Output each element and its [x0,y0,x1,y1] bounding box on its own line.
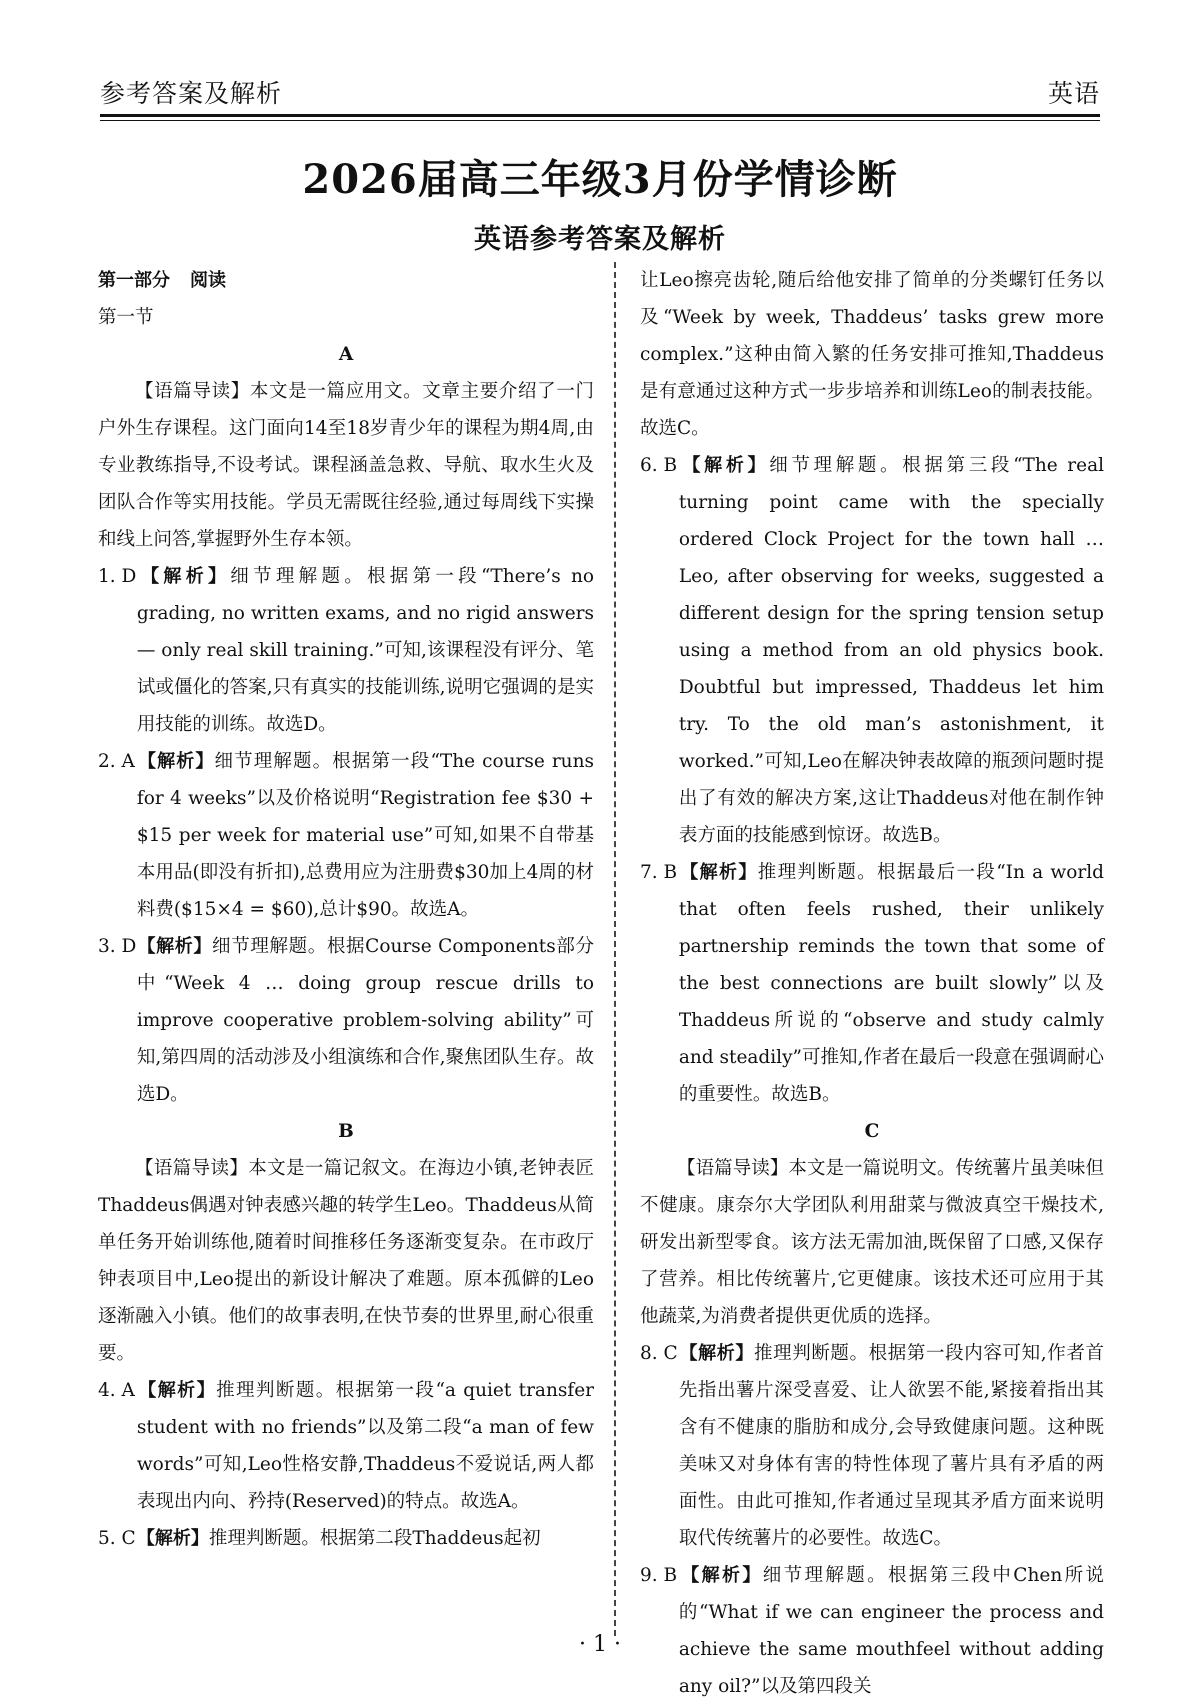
header-rule-thin [100,120,1100,121]
guide-tag: 【语篇导读】 [677,1158,789,1179]
running-header [100,70,1100,110]
page-number: · 1 · [579,1632,621,1657]
guide-tag: 【语篇导读】 [135,1158,249,1179]
analysis-tag: 【解析】 [136,1528,209,1549]
passage-guide-b [98,1150,594,1372]
passage-guide-c [640,1150,1104,1335]
analysis-tag: 【解析】 [136,751,215,772]
passage-letter-b: B [338,1121,354,1142]
header-rule-thick [100,114,1100,117]
analysis-tag: 【解析】 [678,862,758,883]
guide-tag: 【语篇导读】 [135,381,250,402]
answer-explanation: 细节理解题。根据第三段“The real turning point came with the specially ordered Clock Project for the town hall … Leo, after observing for weeks, suggested a different design for the spring tension setup using a method from an old physics book. Doubtful but impressed, Thaddeus let him try. To the old man’s astonishment, it worked.”可知,Leo在解决钟表故障的瓶颈问题时提出了有效的解决方案,这让Thaddeus对他在制作钟表方面的技能感到惊讶。故选B。 [678,455,1105,846]
column-divider [614,262,616,1636]
passage-letter-c: C [864,1121,880,1142]
answer-number: 3. D [98,936,137,957]
answer-item [98,743,594,928]
answer-item [98,1372,594,1520]
header-left-label: 参考答案及解析 [100,79,283,108]
right-column [640,262,1104,1705]
answer-number: 5. C [98,1528,136,1549]
answer-item [640,1557,1104,1705]
passage-letter-a: A [338,344,354,365]
page-title: 2026届高三年级3月份学情诊断 [302,156,898,203]
page-subtitle: 英语参考答案及解析 [474,224,726,255]
answer-explanation: 推理判断题。根据第一段内容可知,作者首先指出薯片深受喜爱、让人欲罢不能,紧接着指出其含有不健康的脂肪和成分,会导致健康问题。这种既美味又对身体有害的特性体现了薯片具有矛盾的两面性。由此可推知,作者通过呈现其矛盾方面来说明取代传统薯片的必要性。故选C。 [678,1343,1104,1549]
answer-explanation: 细节理解题。根据第一段“There’s no grading, no written exams, and no rigid answers — only real skill training.”可知,该课程没有评分、笔试或僵化的答案,只有真实的技能训练,说明它强调的是实用技能的训练。故选D。 [136,566,595,735]
answer-explanation-continued: 让Leo擦亮齿轮,随后给他安排了简单的分类螺钉任务以及“Week by week, Thaddeus’ tasks grew more complex.”这种由简入繁的任务安排可推知,Thaddeus是有意通过这种方式一步步培养和训练Leo的制表技能。故选C。 [640,270,1104,439]
guide-text: 本文是一篇应用文。文章主要介绍了一门户外生存课程。这门面向14至18岁青少年的课程为期4周,由专业教练指导,不设考试。课程涵盖急救、导航、取水生火及团队合作等实用技能。学员无需既往经验,通过每周线下实操和线上问答,掌握野外生存本领。 [98,381,594,550]
answer-number: 8. C [640,1343,678,1364]
part-heading [98,262,594,299]
guide-text: 本文是一篇记叙文。在海边小镇,老钟表匠Thaddeus偶遇对钟表感兴趣的转学生Leo。Thaddeus从简单任务开始训练他,随着时间推移任务逐渐变复杂。在市政厅钟表项目中,Leo提出的新设计解决了难题。原本孤僻的Leo逐渐融入小镇。他们的故事表明,在快节奏的世界里,耐心很重要。 [98,1158,594,1364]
answer-item [98,928,594,1113]
answer-item [640,447,1104,854]
answer-number: 6. B [640,455,678,476]
section-heading: 第一节 [98,307,154,328]
left-column [98,262,594,1557]
part-name: 阅读 [190,270,226,291]
part-label: 第一部分 [98,270,170,291]
answer-explanation: 推理判断题。根据第一段“a quiet transfer student with no friends”以及第二段“a man of few words”可知,Leo性格安静,Thaddeus不爱说话,两人都表现出内向、矜持(Reserved)的特点。故选A。 [136,1380,594,1512]
answer-number: 1. D [98,566,137,587]
analysis-tag: 【解析】 [136,936,213,957]
analysis-tag: 【解析】 [136,1380,217,1401]
answer-explanation: 推理判断题。根据最后一段“In a world that often feels rushed, their unlikely partnership reminds the town that some of the best connections are built slowly”以及Thaddeus所说的“observe and study calmly and steadily”可推知,作者在最后一段意在强调耐心的重要性。故选B。 [678,862,1104,1105]
answer-number: 4. A [98,1380,135,1401]
analysis-tag: 【解析】 [136,566,231,587]
guide-text: 本文是一篇说明文。传统薯片虽美味但不健康。康奈尔大学团队利用甜菜与微波真空干燥技术,研发出新型零食。该方法无需加油,既保留了口感,又保存了营养。相比传统薯片,它更健康。该技术还可应用于其他蔬菜,为消费者提供更优质的选择。 [640,1158,1104,1327]
answer-explanation: 细节理解题。根据第三段中Chen所说的“What if we can engineer the process and achieve the same mouthfeel without adding any oil?”以及第四段关 [678,1565,1105,1697]
passage-guide-a [98,373,594,558]
answer-number: 7. B [640,862,678,883]
analysis-tag: 【解析】 [678,1565,763,1586]
answer-number: 2. A [98,751,135,772]
answer-explanation: 细节理解题。根据第一段“The course runs for 4 weeks”以及价格说明“Registration fee $30 + $15 per week for material use”可知,如果不自带基本用品(即没有折扣),总费用应为注册费$30加上4周的材料费($15×4 = $60),总计$90。故选A。 [136,751,594,920]
answer-item [98,1520,594,1557]
analysis-tag: 【解析】 [678,1343,754,1364]
answer-item [640,1335,1104,1557]
analysis-tag: 【解析】 [678,455,770,476]
answer-number: 9. B [640,1565,678,1586]
answer-item [98,558,594,743]
answer-explanation: 推理判断题。根据第二段Thaddeus起初 [208,1528,541,1549]
header-subject-label: 英语 [1047,79,1100,108]
answer-explanation: 细节理解题。根据Course Components部分中“Week 4 … doing group rescue drills to improve cooperative problem-solving ability”可知,第四周的活动涉及小组演练和合作,聚焦团队生存。故选D。 [136,936,594,1105]
answer-item [640,854,1104,1113]
